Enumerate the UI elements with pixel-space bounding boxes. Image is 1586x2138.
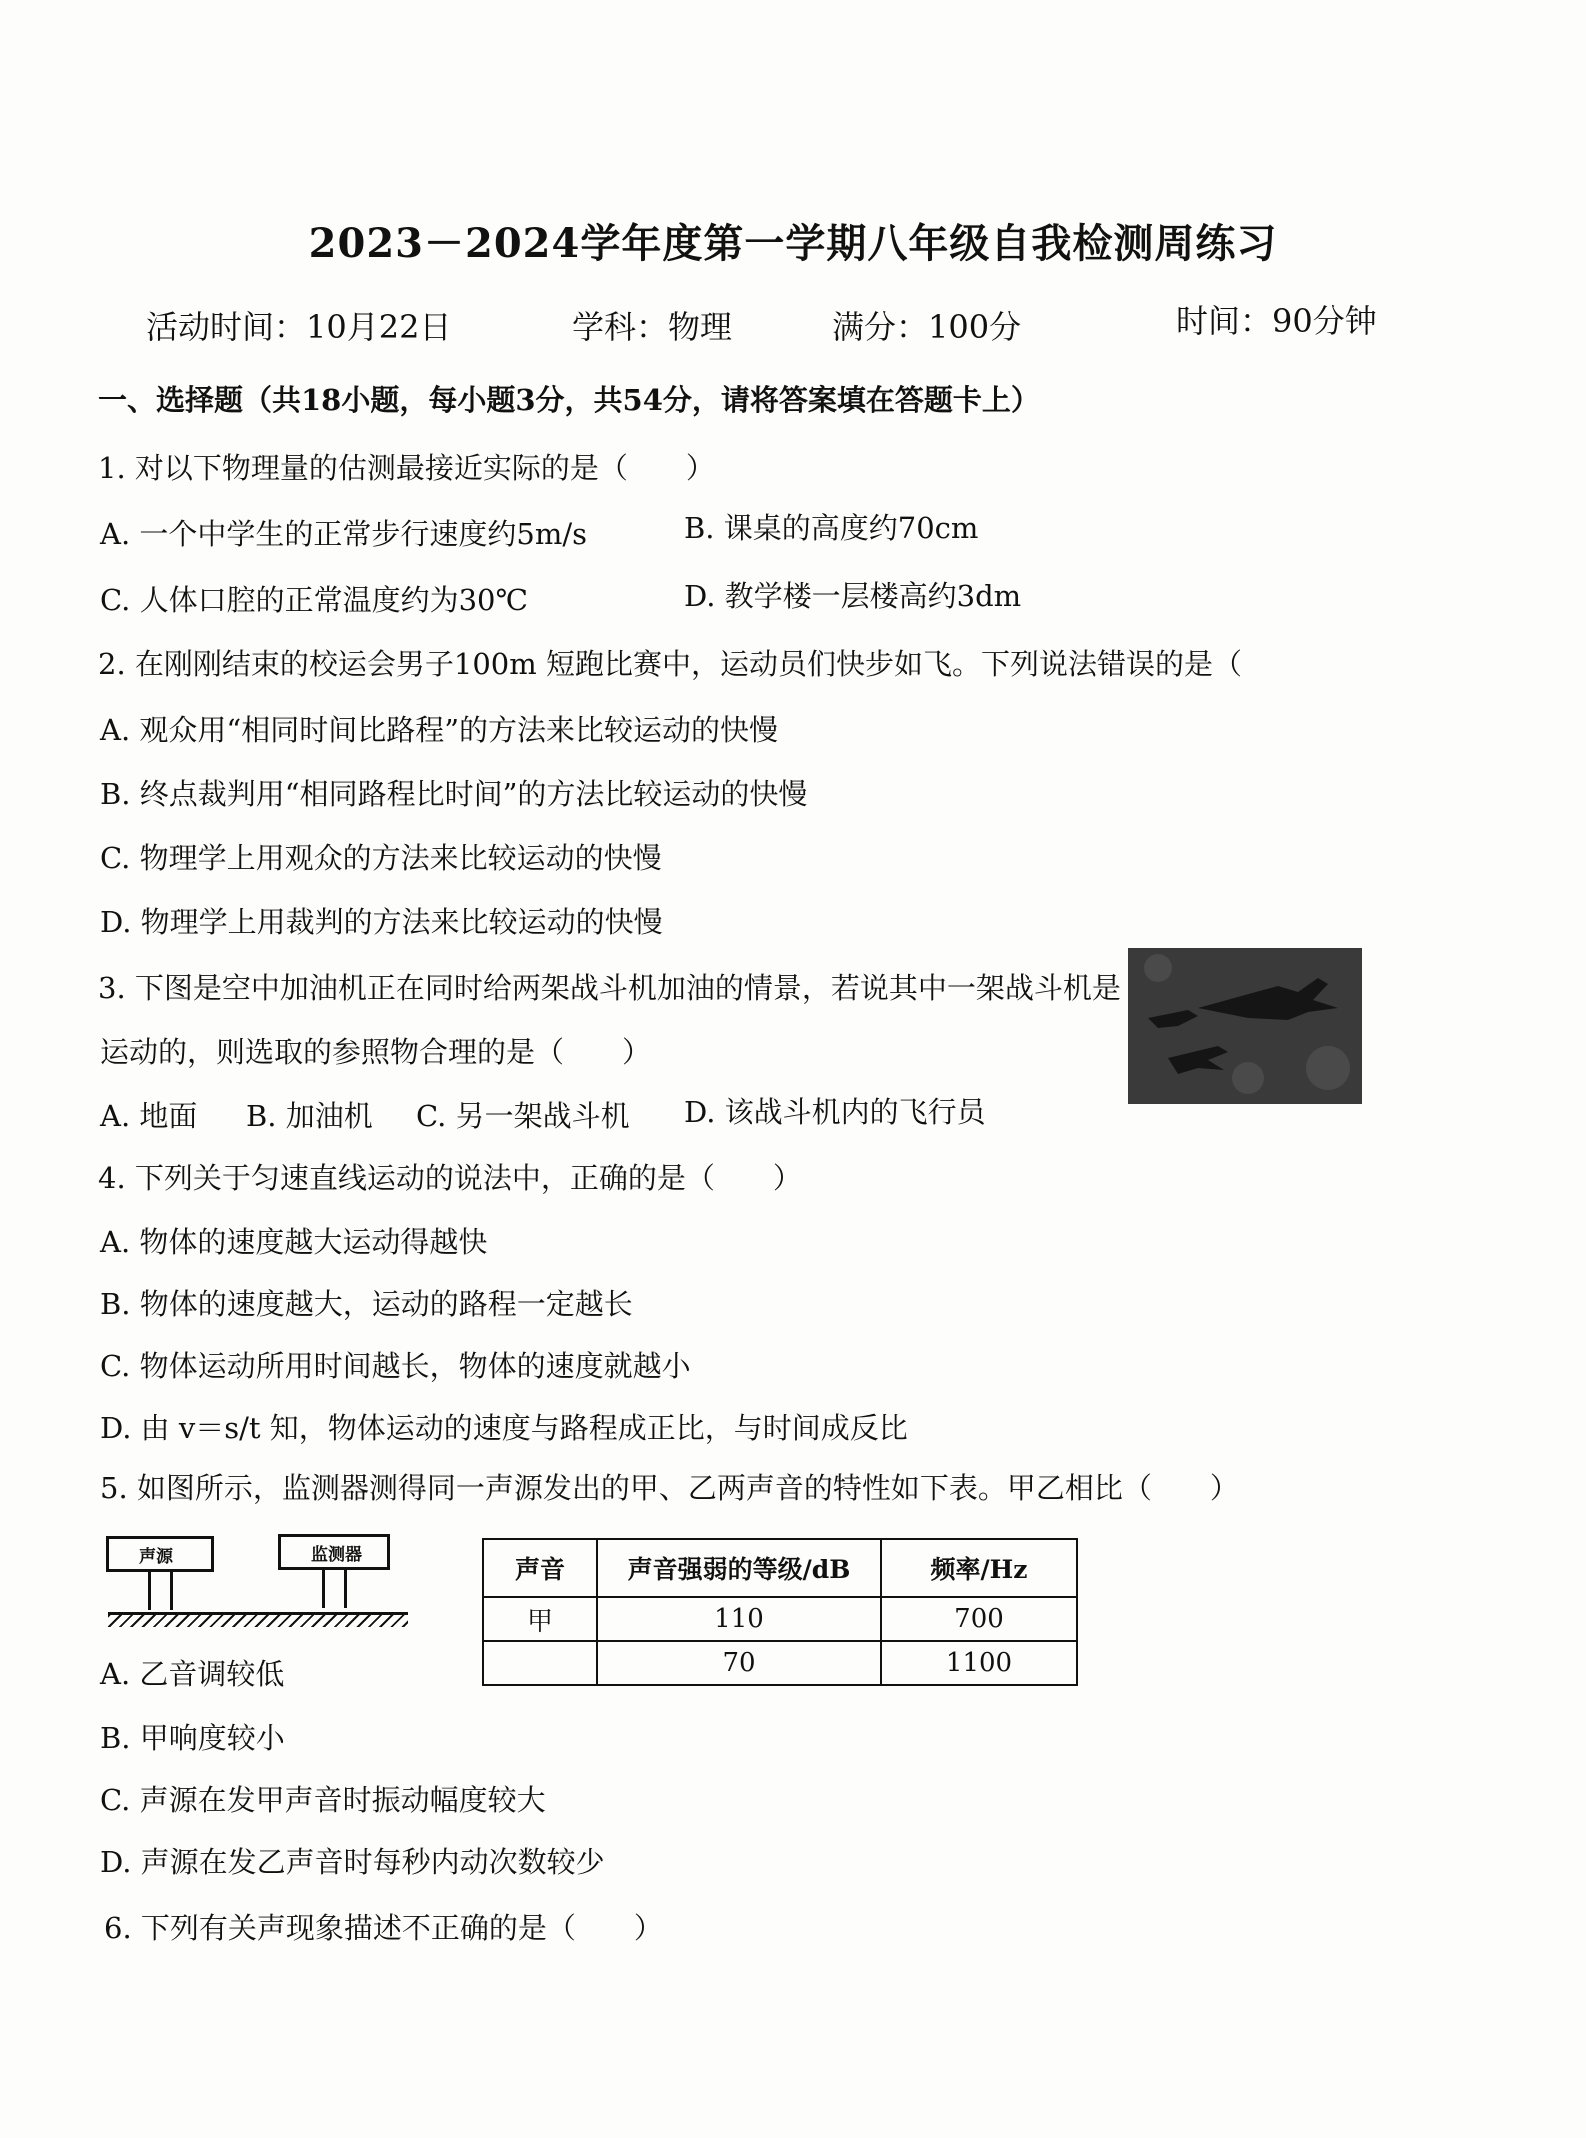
- source-leg-right: [170, 1572, 173, 1610]
- fighter-jets-refueling-photo: [1128, 948, 1362, 1104]
- table-cell: 70: [597, 1641, 881, 1685]
- table-row: [483, 1641, 1077, 1685]
- monitor-leg-left: [322, 1570, 325, 1608]
- q4-option-c: C. 物体运动所用时间越长，物体的速度就越小: [100, 1349, 691, 1383]
- q3-option-c: C. 另一架战斗机: [416, 1099, 630, 1133]
- table-cell: 700: [881, 1597, 1077, 1641]
- table-header: 频率/Hz: [881, 1539, 1077, 1597]
- table-header: 声音: [483, 1539, 597, 1597]
- q2-stem: 2. 在刚刚结束的校运会男子100m 短跑比赛中，运动员们快步如飞。下列说法错误的是（: [98, 647, 1242, 681]
- q4-option-b: B. 物体的速度越大，运动的路程一定越长: [100, 1287, 633, 1321]
- q5-option-d: D. 声源在发乙声音时每秒内动次数较少: [100, 1845, 605, 1879]
- table-row: [483, 1597, 1077, 1641]
- exam-time: 时间：90分钟: [1176, 302, 1377, 340]
- jets-icon: [1128, 948, 1362, 1104]
- q1-option-d: D. 教学楼一层楼高约3dm: [684, 579, 1022, 613]
- q2-option-a: A. 观众用“相同时间比路程”的方法来比较运动的快慢: [100, 713, 779, 747]
- sound-table: [482, 1538, 1078, 1686]
- monitor-box: 监测器: [278, 1534, 390, 1570]
- q4-option-a: A. 物体的速度越大运动得越快: [100, 1225, 488, 1259]
- table-cell: 甲: [483, 1597, 597, 1641]
- ground-line: [108, 1612, 408, 1627]
- q5-stem: 5. 如图所示，监测器测得同一声源发出的甲、乙两声音的特性如下表。甲乙相比（ ）: [100, 1471, 1239, 1505]
- q6-stem: 6. 下列有关声现象描述不正确的是（ ）: [104, 1911, 663, 1945]
- q1-stem: 1. 对以下物理量的估测最接近实际的是（ ）: [98, 451, 715, 485]
- q1-option-c: C. 人体口腔的正常温度约为30℃: [100, 583, 528, 617]
- q1-option-b: B. 课桌的高度约70cm: [684, 511, 979, 545]
- activity-date: 活动时间：10月22日: [146, 308, 452, 346]
- q2-option-c: C. 物理学上用观众的方法来比较运动的快慢: [100, 841, 662, 875]
- q1-option-a: A. 一个中学生的正常步行速度约5m/s: [100, 517, 587, 551]
- table-cell: 1100: [881, 1641, 1077, 1685]
- q4-stem: 4. 下列关于匀速直线运动的说法中，正确的是（ ）: [98, 1161, 802, 1195]
- q3-option-d: D. 该战斗机内的飞行员: [684, 1095, 986, 1129]
- monitor-leg-right: [344, 1570, 347, 1608]
- sound-source-box: 声源: [106, 1536, 214, 1572]
- table-cell: [483, 1641, 597, 1685]
- subject: 学科：物理: [572, 308, 733, 346]
- q5-option-b: B. 甲响度较小: [100, 1721, 285, 1755]
- page-title: 2023－2024学年度第一学期八年级自我检测周练习: [308, 220, 1278, 267]
- q3-stem-line1: 3. 下图是空中加油机正在同时给两架战斗机加油的情景，若说其中一架战斗机是: [98, 971, 1121, 1005]
- q4-option-d: D. 由 v＝s/t 知，物体运动的速度与路程成正比，与时间成反比: [100, 1411, 908, 1445]
- section-heading: 一、选择题（共18小题，每小题3分，共54分，请将答案填在答题卡上）: [98, 383, 1040, 417]
- full-score: 满分：100分: [832, 308, 1022, 346]
- table-header: 声音强弱的等级/dB: [597, 1539, 881, 1597]
- table-header-row: [483, 1539, 1077, 1597]
- table-cell: 110: [597, 1597, 881, 1641]
- source-leg-left: [148, 1572, 151, 1610]
- q3-stem-line2: 运动的，则选取的参照物合理的是（ ）: [100, 1035, 652, 1069]
- q3-option-b: B. 加油机: [246, 1099, 373, 1133]
- q3-option-a: A. 地面: [100, 1099, 198, 1133]
- q5-option-a: A. 乙音调较低: [100, 1657, 285, 1691]
- q2-option-b: B. 终点裁判用“相同路程比时间”的方法比较运动的快慢: [100, 777, 808, 811]
- q2-option-d: D. 物理学上用裁判的方法来比较运动的快慢: [100, 905, 663, 939]
- q5-option-c: C. 声源在发甲声音时振动幅度较大: [100, 1783, 546, 1817]
